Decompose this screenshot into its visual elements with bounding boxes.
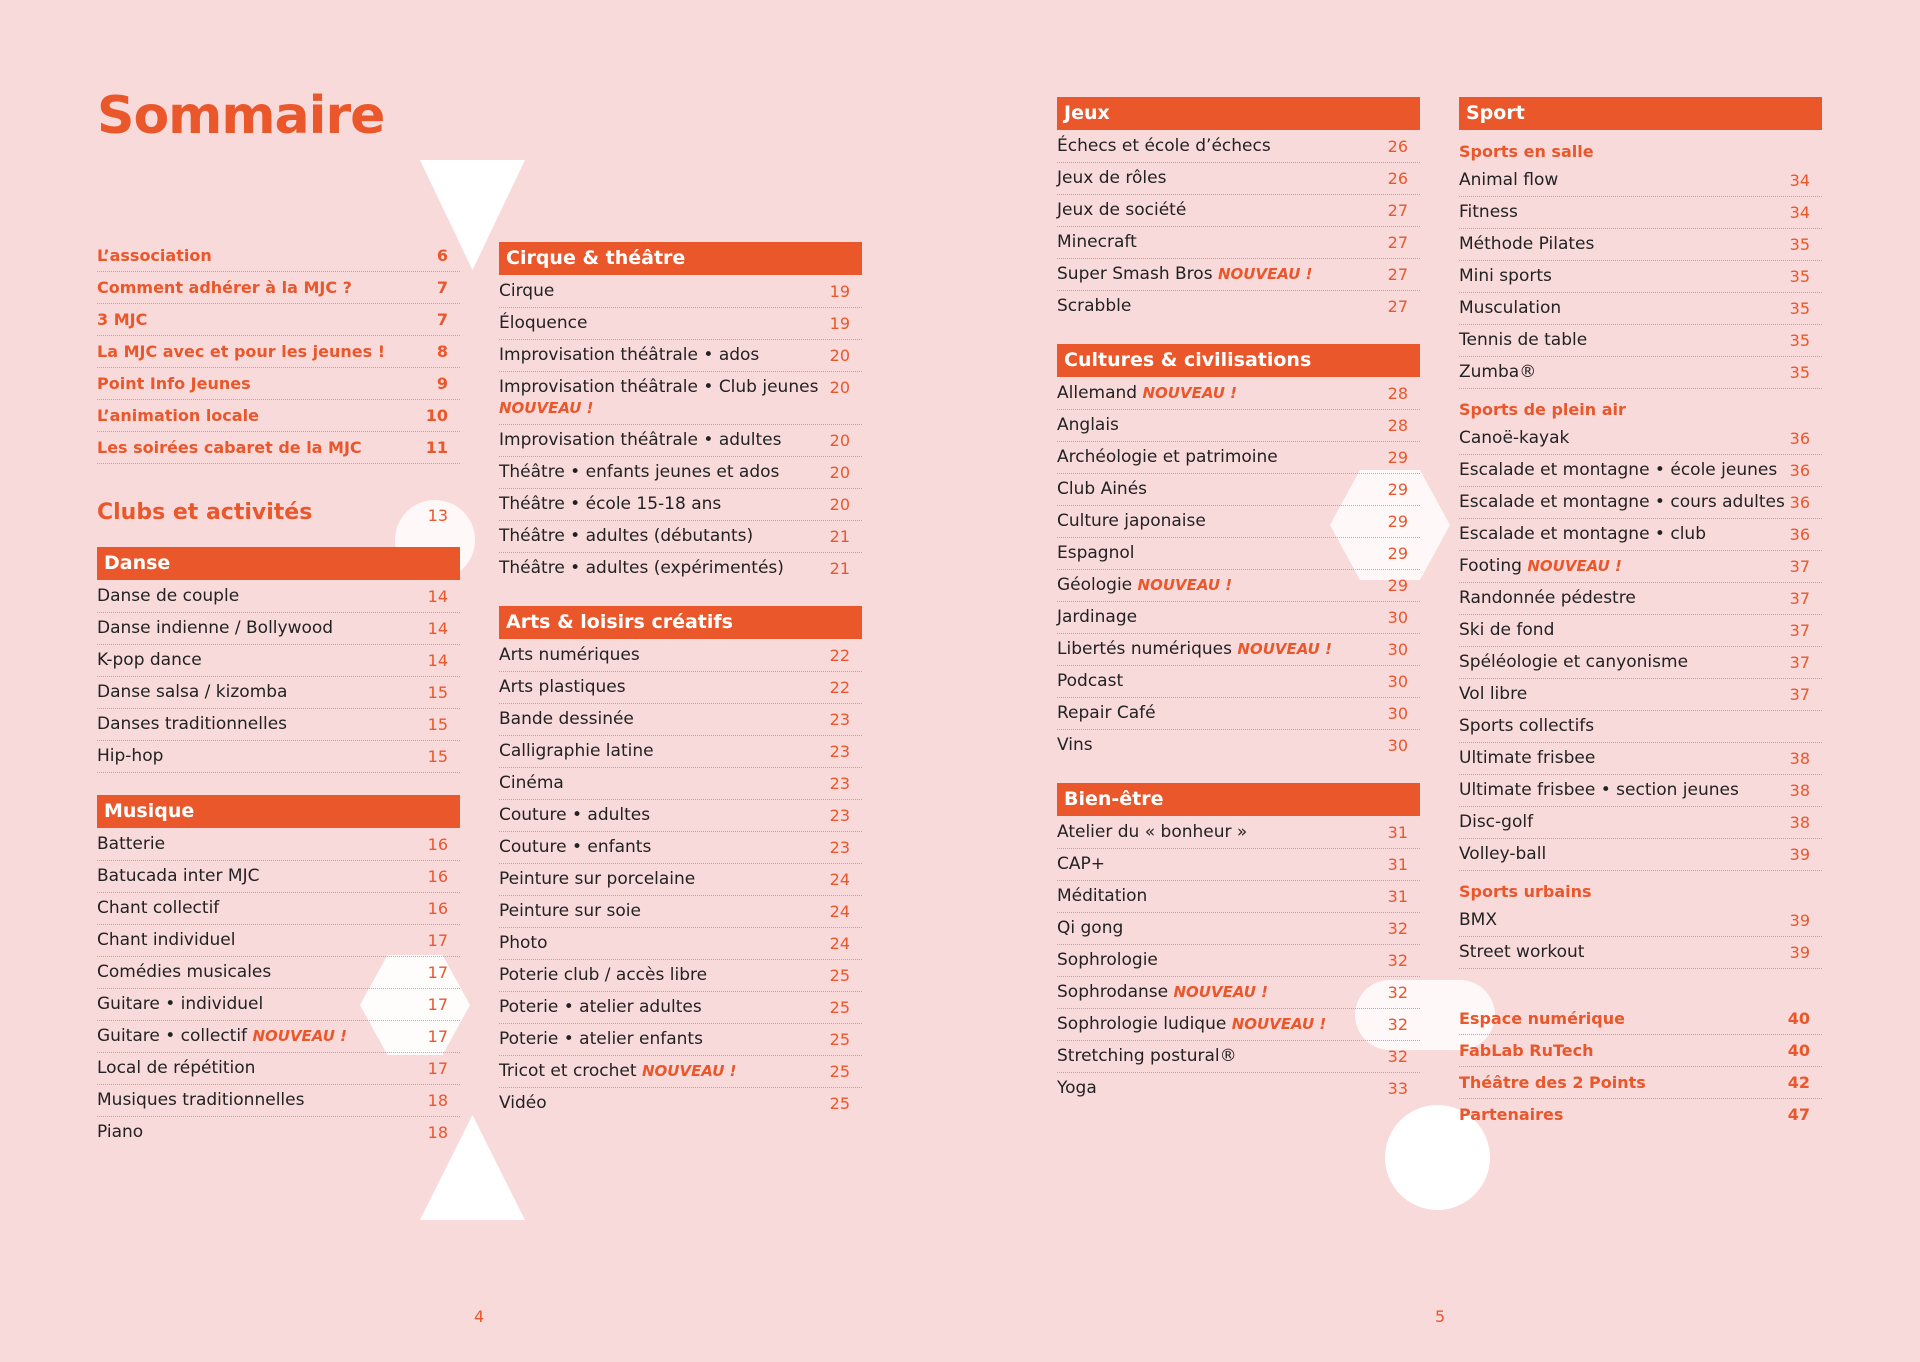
list-item[interactable]: Local de répétition 17 [97, 1053, 460, 1085]
list-item[interactable]: Super Smash Bros NOUVEAU ! 27 [1057, 259, 1420, 291]
list-item[interactable]: Méthode Pilates 35 [1459, 229, 1822, 261]
list-item[interactable]: Chant individuel 17 [97, 925, 460, 957]
list-item[interactable]: Batterie 16 [97, 829, 460, 861]
list-item[interactable]: Culture japonaise 29 [1057, 506, 1420, 538]
list-item[interactable]: Poterie • atelier adultes 25 [499, 992, 862, 1024]
list-item[interactable]: Guitare • individuel 17 [97, 989, 460, 1021]
list-item[interactable]: Ski de fond 37 [1459, 615, 1822, 647]
new-badge: NOUVEAU ! [499, 399, 594, 417]
new-badge: NOUVEAU ! [641, 1062, 737, 1080]
list-item[interactable]: Cinéma 23 [499, 768, 862, 800]
subsection-title: Sports urbains [1459, 882, 1592, 901]
section-danse [97, 547, 460, 773]
list-item[interactable]: Éloquence 19 [499, 308, 862, 340]
list-item[interactable]: Espagnol 29 [1057, 538, 1420, 570]
list-item[interactable]: Improvisation théâtrale • ados 20 [499, 340, 862, 372]
section-title: Arts & loisirs créatifs [499, 606, 862, 639]
list-item[interactable]: Improvisation théâtrale • Club jeunes NOUVEAU ! 20 [499, 372, 862, 425]
list-item[interactable]: Anglais 28 [1057, 410, 1420, 442]
section-title: Musique [97, 795, 460, 828]
list-item[interactable]: Théâtre • adultes (débutants) 21 [499, 521, 862, 553]
list-item[interactable]: Escalade et montagne • cours adultes 36 [1459, 487, 1822, 519]
list-item[interactable]: Guitare • collectif NOUVEAU ! 17 [97, 1021, 460, 1053]
new-badge: NOUVEAU ! [1142, 384, 1238, 402]
list-item[interactable]: Stretching postural® 32 [1057, 1041, 1420, 1073]
list-item[interactable]: Partenaires 47 [1459, 1105, 1810, 1124]
subsection-title: Sports en salle [1459, 142, 1594, 161]
section-cultures [1057, 344, 1420, 761]
list-item[interactable]: Improvisation théâtrale • adultes 20 [499, 425, 862, 457]
list-item[interactable]: Cirque 19 [499, 276, 862, 308]
list-item[interactable]: Libertés numériques NOUVEAU ! 30 [1057, 634, 1420, 666]
section-title: Jeux [1057, 97, 1420, 130]
intro-list [97, 240, 460, 464]
list-item[interactable]: Batucada inter MJC 16 [97, 861, 460, 893]
list-item[interactable]: Spéléologie et canyonisme 37 [1459, 647, 1822, 679]
section-jeux [1057, 97, 1420, 322]
list-item[interactable]: Street workout 39 [1459, 937, 1822, 969]
list-item[interactable]: Sophrologie ludique NOUVEAU ! 32 [1057, 1009, 1420, 1041]
list-item[interactable]: Danse salsa / kizomba 15 [97, 677, 460, 709]
list-item[interactable]: Club Ainés 29 [1057, 474, 1420, 506]
list-item[interactable]: Jeux de société 27 [1057, 195, 1420, 227]
page-number-right: 5 [1435, 1307, 1446, 1326]
list-item[interactable]: Point Info Jeunes 9 [97, 368, 460, 400]
list-item[interactable]: Fitness 34 [1459, 197, 1822, 229]
list-item[interactable]: Comédies musicales 17 [97, 957, 460, 989]
list-item[interactable]: Sophrologie 32 [1057, 945, 1420, 977]
subsection-title: Sports de plein air [1459, 400, 1626, 419]
list-item[interactable]: Disc-golf 38 [1459, 807, 1822, 839]
column-4 [1459, 97, 1822, 1130]
list-item[interactable]: Bande dessinée 23 [499, 704, 862, 736]
section-musique [97, 795, 460, 1148]
list-item[interactable]: Peinture sur soie 24 [499, 896, 862, 928]
list-item[interactable]: Escalade et montagne • école jeunes 36 [1459, 455, 1822, 487]
list-item[interactable]: Chant collectif 16 [97, 893, 460, 925]
list-item[interactable]: Méditation 31 [1057, 881, 1420, 913]
list-item[interactable]: Vol libre 37 [1459, 679, 1822, 711]
list-item[interactable]: Théâtre • adultes (expérimentés) 21 [499, 558, 850, 578]
list-item[interactable]: Qi gong 32 [1057, 913, 1420, 945]
list-item[interactable]: Canoë-kayak 36 [1459, 423, 1822, 455]
list-item[interactable]: K-pop dance 14 [97, 645, 460, 677]
list-item[interactable]: Piano 18 [97, 1122, 448, 1142]
list-item[interactable]: Hip-hop 15 [97, 741, 460, 773]
column-1 [97, 240, 460, 1148]
list-item[interactable]: BMX 39 [1459, 905, 1822, 937]
list-item[interactable]: Sophrodanse NOUVEAU ! 32 [1057, 977, 1420, 1009]
new-badge: NOUVEAU ! [252, 1027, 347, 1045]
list-item[interactable]: 3 MJC 7 [97, 304, 460, 336]
new-badge: NOUVEAU ! [1137, 576, 1233, 594]
list-item[interactable]: La MJC avec et pour les jeunes ! 8 [97, 336, 460, 368]
list-item[interactable]: Jardinage 30 [1057, 602, 1420, 634]
list-item[interactable]: Vins 30 [1057, 735, 1408, 755]
list-item[interactable]: Musculation 35 [1459, 293, 1822, 325]
list-item[interactable]: Podcast 30 [1057, 666, 1420, 698]
new-badge: NOUVEAU ! [1173, 983, 1269, 1001]
list-item[interactable]: Vidéo 25 [499, 1093, 850, 1113]
list-item[interactable]: Photo 24 [499, 928, 862, 960]
list-item[interactable]: Tricot et crochet NOUVEAU ! 25 [499, 1056, 862, 1088]
list-item[interactable]: Allemand NOUVEAU ! 28 [1057, 378, 1420, 410]
section-bienetre [1057, 783, 1420, 1104]
list-item[interactable]: Ultimate frisbee 38 [1459, 743, 1822, 775]
section-arts [499, 606, 862, 1119]
list-item[interactable]: Arts numériques 22 [499, 640, 862, 672]
list-item[interactable]: Minecraft 27 [1057, 227, 1420, 259]
list-item[interactable]: Jeux de rôles 26 [1057, 163, 1420, 195]
list-item[interactable]: Scrabble 27 [1057, 296, 1408, 316]
new-badge: NOUVEAU ! [1237, 640, 1332, 658]
list-item[interactable]: CAP+ 31 [1057, 849, 1420, 881]
list-item[interactable]: Théâtre • école 15-18 ans 20 [499, 489, 862, 521]
list-item[interactable]: Échecs et école d’échecs 26 [1057, 131, 1420, 163]
list-item[interactable]: Zumba® 35 [1459, 357, 1822, 389]
list-item[interactable]: Couture • adultes 23 [499, 800, 862, 832]
list-item[interactable]: Théâtre • enfants jeunes et ados 20 [499, 457, 862, 489]
list-item[interactable]: Atelier du « bonheur » 31 [1057, 817, 1420, 849]
column-2 [499, 242, 862, 1119]
list-item[interactable]: Les soirées cabaret de la MJC 11 [97, 432, 460, 464]
section-title: Danse [97, 547, 460, 580]
list-item[interactable]: FabLab RuTech 40 [1459, 1035, 1822, 1067]
new-badge: NOUVEAU ! [1217, 265, 1313, 283]
page-title: Sommaire [97, 86, 385, 146]
list-item[interactable]: Arts plastiques 22 [499, 672, 862, 704]
section-title: Bien-être [1057, 783, 1420, 816]
extras-list [1459, 1003, 1822, 1130]
new-badge: NOUVEAU ! [1527, 557, 1622, 575]
list-item[interactable]: Volley-ball 39 [1459, 839, 1822, 871]
new-badge: NOUVEAU ! [1231, 1015, 1327, 1033]
list-item[interactable]: Calligraphie latine 23 [499, 736, 862, 768]
section-cirque [499, 242, 862, 584]
list-item[interactable]: Théâtre des 2 Points 42 [1459, 1067, 1822, 1099]
list-item[interactable]: L’association 6 [97, 240, 460, 272]
clubs-heading[interactable]: Clubs et activités 13 [97, 500, 448, 525]
section-sport [1459, 97, 1822, 969]
list-item[interactable]: Archéologie et patrimoine 29 [1057, 442, 1420, 474]
list-item[interactable]: Danse de couple 14 [97, 581, 460, 613]
list-item[interactable]: Poterie club / accès libre 25 [499, 960, 862, 992]
list-item[interactable]: Mini sports 35 [1459, 261, 1822, 293]
list-item[interactable]: Repair Café 30 [1057, 698, 1420, 730]
list-item[interactable]: Sports collectifs [1459, 711, 1822, 743]
page-number-left: 4 [474, 1307, 485, 1326]
column-3 [1057, 97, 1420, 1104]
list-item[interactable]: Peinture sur porcelaine 24 [499, 864, 862, 896]
list-item[interactable]: Escalade et montagne • club 36 [1459, 519, 1822, 551]
list-item[interactable]: Couture • enfants 23 [499, 832, 862, 864]
list-item[interactable]: Danses traditionnelles 15 [97, 709, 460, 741]
list-item[interactable]: Musiques traditionnelles 18 [97, 1085, 460, 1117]
list-item[interactable]: Tennis de table 35 [1459, 325, 1822, 357]
list-item[interactable]: Danse indienne / Bollywood 14 [97, 613, 460, 645]
list-item[interactable]: L’animation locale 10 [97, 400, 460, 432]
list-item[interactable]: Ultimate frisbee • section jeunes 38 [1459, 775, 1822, 807]
list-item[interactable]: Poterie • atelier enfants 25 [499, 1024, 862, 1056]
list-item[interactable]: Espace numérique 40 [1459, 1003, 1822, 1035]
list-item[interactable]: Footing NOUVEAU ! 37 [1459, 551, 1822, 583]
list-item[interactable]: Randonnée pédestre 37 [1459, 583, 1822, 615]
list-item[interactable]: Géologie NOUVEAU ! 29 [1057, 570, 1420, 602]
section-title: Cirque & théâtre [499, 242, 862, 275]
list-item[interactable]: Animal flow 34 [1459, 165, 1822, 197]
section-title: Sport [1459, 97, 1822, 130]
section-title: Cultures & civilisations [1057, 344, 1420, 377]
list-item[interactable]: Comment adhérer à la MJC ? 7 [97, 272, 460, 304]
list-item[interactable]: Yoga 33 [1057, 1078, 1408, 1098]
